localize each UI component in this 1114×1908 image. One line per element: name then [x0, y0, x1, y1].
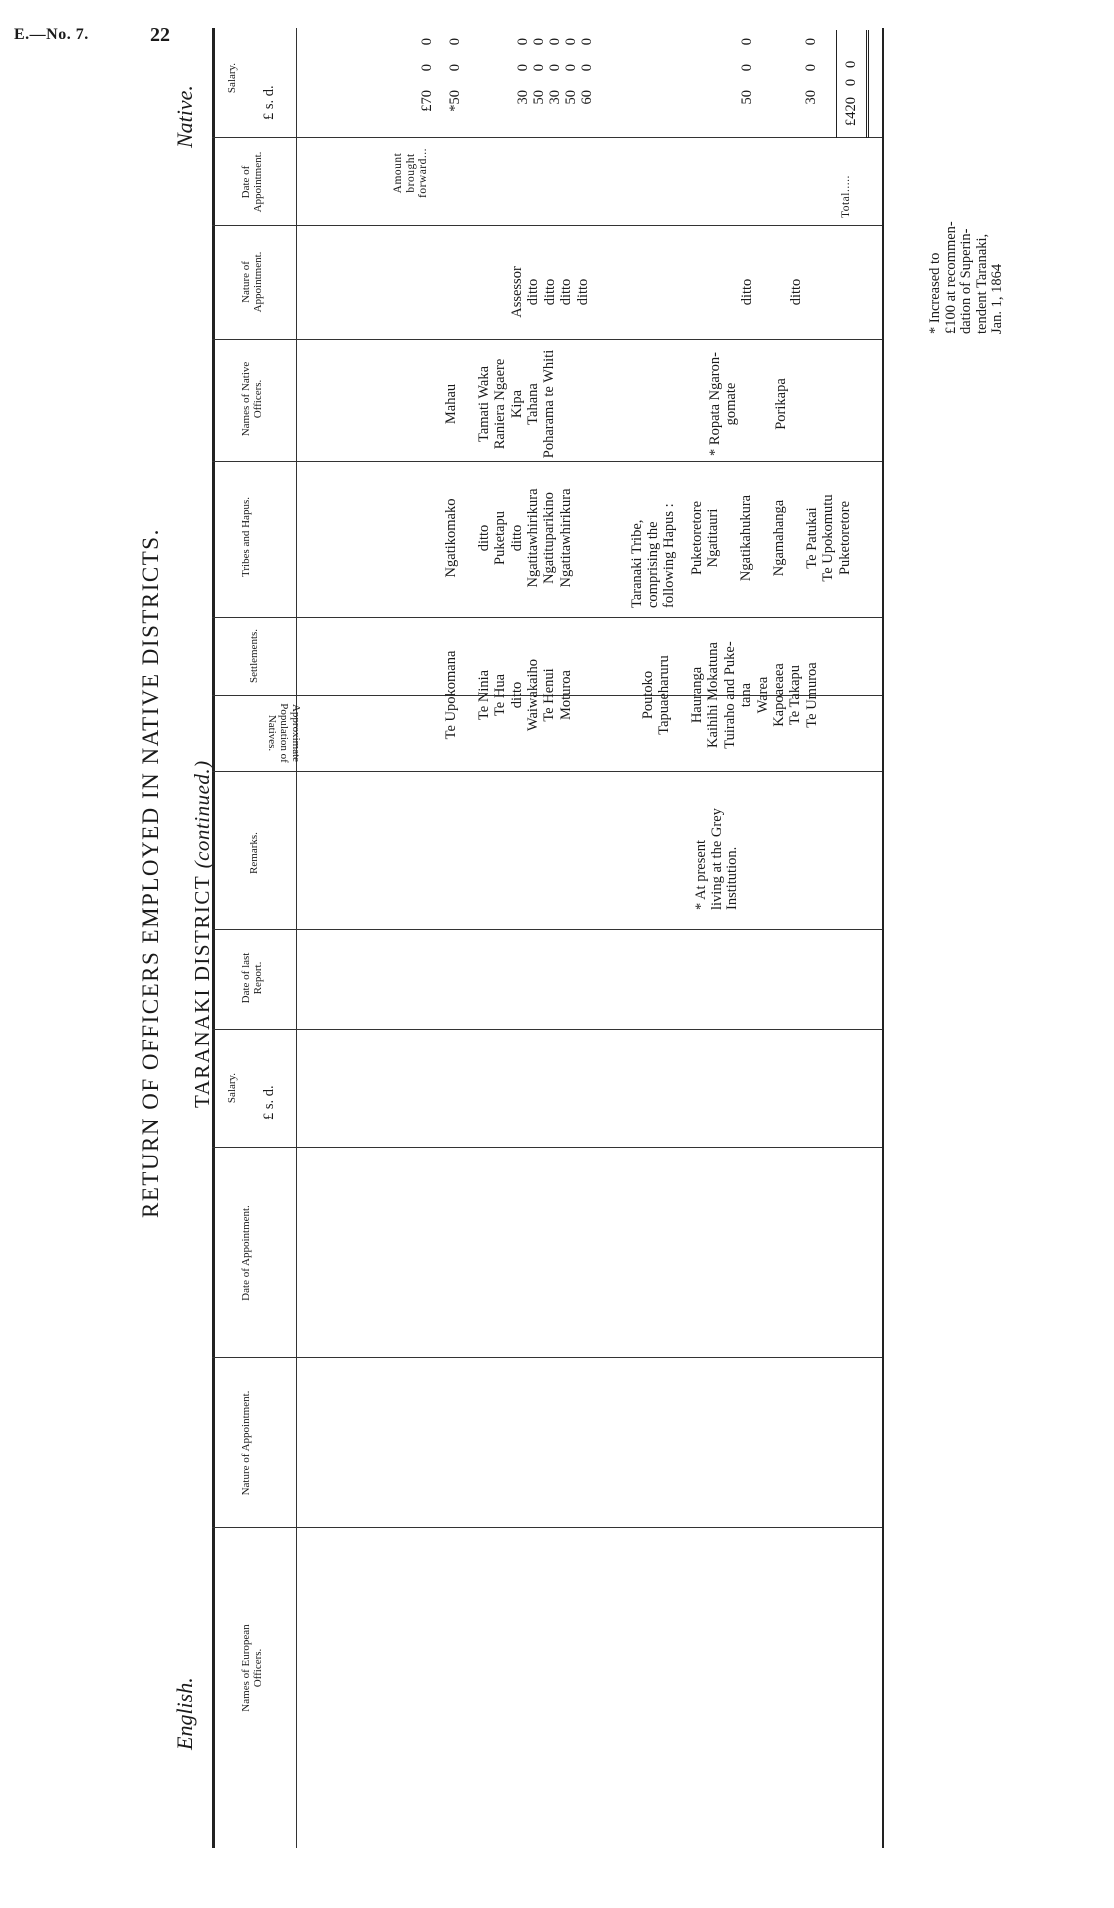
document-title: RETURN OF OFFICERS EMPLOYED IN NATIVE DISTRICTS. — [138, 528, 163, 1218]
total-double-rule — [866, 30, 869, 138]
col-divider — [212, 225, 882, 226]
native-officer-entry: Mahau — [443, 383, 459, 425]
settlement-entry: Moturoa — [557, 670, 574, 720]
native-nature-entry: Assessor — [509, 266, 525, 318]
header-nature-na: Nature of Appointment. — [240, 251, 264, 313]
native-nature-entry: ditto — [788, 278, 805, 306]
salary-pence: 0 — [447, 38, 463, 46]
header-salary-en: Salary. — [226, 1072, 238, 1104]
salary-pence: 0 — [515, 38, 531, 46]
salary-row — [580, 38, 596, 134]
native-officer-entry: Tahana — [525, 383, 541, 425]
native-officer-entry: Raniera Ngaere — [492, 358, 509, 450]
header-settlements: Settlements. — [248, 628, 260, 684]
native-officer-entry: Porikapa — [772, 378, 789, 430]
page-reference: E.—No. 7. — [14, 26, 89, 43]
salary-pence: 0 — [739, 38, 755, 46]
settlement-entry: Poutoko — [639, 670, 656, 720]
col-divider — [212, 771, 882, 772]
salary-pounds: 60 — [579, 90, 595, 105]
page-number: 22 — [150, 24, 170, 46]
footnote-line: dation of Superin- — [958, 228, 974, 334]
settlement-entry: tana — [738, 682, 755, 708]
header-native-names: Names of Native Officers. — [240, 361, 264, 437]
header-population: Approximate Population of Natives. — [266, 703, 302, 763]
header-date-en: Date of Appointment. — [240, 1205, 252, 1301]
col-divider — [212, 929, 882, 930]
total-pounds: £420 — [843, 97, 859, 126]
tribe-entry: ditto — [475, 524, 492, 552]
footnote-line: * Increased to — [927, 252, 943, 334]
salary-row — [448, 38, 464, 134]
remarks-line: living at the Grey — [708, 808, 725, 910]
salary-shillings: 0 — [563, 64, 579, 72]
salary-row — [564, 38, 580, 134]
col-divider — [212, 339, 882, 340]
total-amount — [844, 61, 860, 126]
salary-pence: 0 — [579, 38, 595, 46]
tribe-entry: Ngatitawhirikura — [557, 488, 574, 588]
total-label: Total..... — [840, 175, 852, 218]
salary-pounds: 50 — [739, 90, 755, 105]
settlement-entry: Hauranga — [689, 666, 705, 724]
salary-pence: 0 — [547, 38, 563, 46]
salary-shillings: 0 — [447, 64, 463, 72]
header-tribes: Tribes and Hapus. — [240, 497, 252, 577]
settlement-entry: Warea — [754, 676, 771, 714]
settlement-entry: Te Henui — [541, 668, 558, 722]
settlement-entry: Te Ninia — [475, 669, 492, 721]
salary-na-units: £ s. d. — [261, 85, 277, 120]
tribe-entry: Puketoretore — [689, 500, 705, 576]
taranaki-tribe-note: comprising the — [645, 521, 661, 608]
tribe-entry: Ngamahanga — [771, 499, 787, 577]
brought-forward-line: Amount — [392, 152, 404, 194]
settlement-entry: Te Hua — [492, 673, 509, 717]
taranaki-tribe-note: Taranaki Tribe, — [629, 519, 645, 608]
settlement-entry: Te Upokomana — [443, 650, 459, 740]
native-nature-entry: ditto — [739, 278, 755, 306]
english-section-label: English. — [172, 1677, 197, 1750]
salary-shillings: 0 — [547, 64, 563, 72]
remarks-line: * At present — [693, 839, 709, 910]
salary-row — [420, 38, 436, 134]
table-top-rule — [212, 28, 215, 1848]
footnote-line: Jan. 1, 1864 — [989, 263, 1005, 334]
salary-pounds: 50 — [531, 90, 547, 105]
settlement-entry: Kapoaeaea — [771, 663, 787, 727]
remarks-line: Institution. — [724, 846, 740, 910]
tribe-entry: Ngatitawhirikura — [525, 488, 541, 588]
salary-pounds: £70 — [419, 90, 435, 112]
footnote-line: tendent Taranaki, — [973, 233, 990, 334]
salary-pounds: *50 — [447, 90, 463, 112]
total-shillings: 0 — [843, 78, 859, 87]
amount-brought-forward — [392, 138, 430, 208]
native-officer-entry: Tamati Waka — [475, 365, 492, 443]
tribe-entry: Te Upokomutu — [820, 494, 837, 582]
salary-pence: 0 — [563, 38, 579, 46]
salary-pounds: 30 — [803, 90, 819, 105]
native-officer-entry: Poharama te Whiti — [541, 349, 558, 459]
col-divider — [212, 1029, 882, 1030]
salary-row — [532, 38, 548, 134]
native-nature-entry: ditto — [574, 278, 591, 306]
salary-shillings: 0 — [579, 64, 595, 72]
footnote — [928, 221, 1006, 334]
header-european-names: Names of European Officers. — [240, 1624, 264, 1712]
col-divider — [212, 1147, 882, 1148]
settlement-entry: Tuiraho and Puke- — [721, 641, 738, 749]
salary-shillings: 0 — [739, 64, 755, 72]
total-rule — [836, 30, 837, 138]
header-date-last-report: Date of last Report. — [240, 952, 264, 1004]
salary-row — [740, 38, 756, 134]
table-bottom-rule — [882, 28, 884, 1848]
taranaki-tribe-note: following Hapus : — [661, 503, 677, 608]
salary-row — [548, 38, 564, 134]
col-divider — [212, 137, 882, 138]
tribe-entry: Puketapu — [492, 511, 509, 565]
native-section-label: Native. — [172, 85, 197, 148]
salary-shillings: 0 — [515, 64, 531, 72]
remarks-note — [694, 808, 741, 910]
native-officer-entry: Kipa — [508, 389, 525, 419]
salary-shillings: 0 — [419, 64, 435, 72]
header-salary-na: Salary. — [226, 62, 238, 94]
native-nature-entry: ditto — [525, 278, 542, 306]
settlement-entry: ditto — [508, 681, 525, 709]
salary-pence: 0 — [419, 38, 435, 46]
native-officer-entry: * Ropata Ngaron- — [707, 352, 723, 456]
col-divider — [212, 617, 882, 618]
tribe-entry: ditto — [508, 524, 525, 552]
settlement-entry: Te Takapu — [787, 664, 804, 726]
native-nature-entry: ditto — [541, 278, 558, 306]
salary-shillings: 0 — [803, 64, 819, 72]
tribe-entry: Ngatikomako — [443, 498, 459, 578]
col-divider — [212, 461, 882, 462]
tribe-entry: Ngatikahukura — [738, 494, 755, 582]
col-divider — [212, 1527, 882, 1528]
header-remarks: Remarks. — [248, 832, 260, 874]
col-divider — [212, 1357, 882, 1358]
tribe-entry: Ngatituparikino — [541, 492, 558, 584]
subtitle-text: TARANAKI DISTRICT — [190, 875, 214, 1108]
salary-row — [516, 38, 532, 134]
salary-pounds: 50 — [563, 90, 579, 105]
subtitle-continued: (continued.) — [190, 760, 214, 869]
settlement-entry: Waiwakaiho — [525, 658, 541, 732]
header-rule — [296, 28, 297, 1848]
tribe-entry: Puketoretore — [836, 500, 853, 576]
total-pence: 0 — [843, 60, 859, 68]
salary-row — [804, 38, 820, 134]
native-officer-entry: gomate — [723, 382, 740, 426]
salary-pounds: 30 — [547, 90, 563, 105]
brought-forward-line: brought — [404, 153, 417, 193]
brought-forward-line: forward... — [417, 147, 429, 199]
tribe-entry: Te Patukai — [803, 507, 820, 569]
salary-pounds: 30 — [515, 90, 531, 105]
header-nature-en: Nature of Appointment. — [240, 1390, 252, 1496]
header-date-na: Date of Appointment. — [240, 151, 264, 213]
footnote-line: £100 at recommen- — [942, 221, 959, 334]
salary-pence: 0 — [803, 38, 819, 46]
salary-en-units: £ s. d. — [261, 1085, 277, 1120]
settlement-entry: Tapuaeharuru — [656, 655, 673, 735]
settlement-entry: Te Umuroa — [803, 662, 820, 728]
native-nature-entry: ditto — [558, 278, 575, 306]
tribe-entry: Ngatitauri — [705, 508, 722, 568]
salary-shillings: 0 — [531, 64, 547, 72]
settlement-entry: Kaihihi Mokatuna — [705, 642, 722, 748]
salary-pence: 0 — [531, 38, 547, 46]
